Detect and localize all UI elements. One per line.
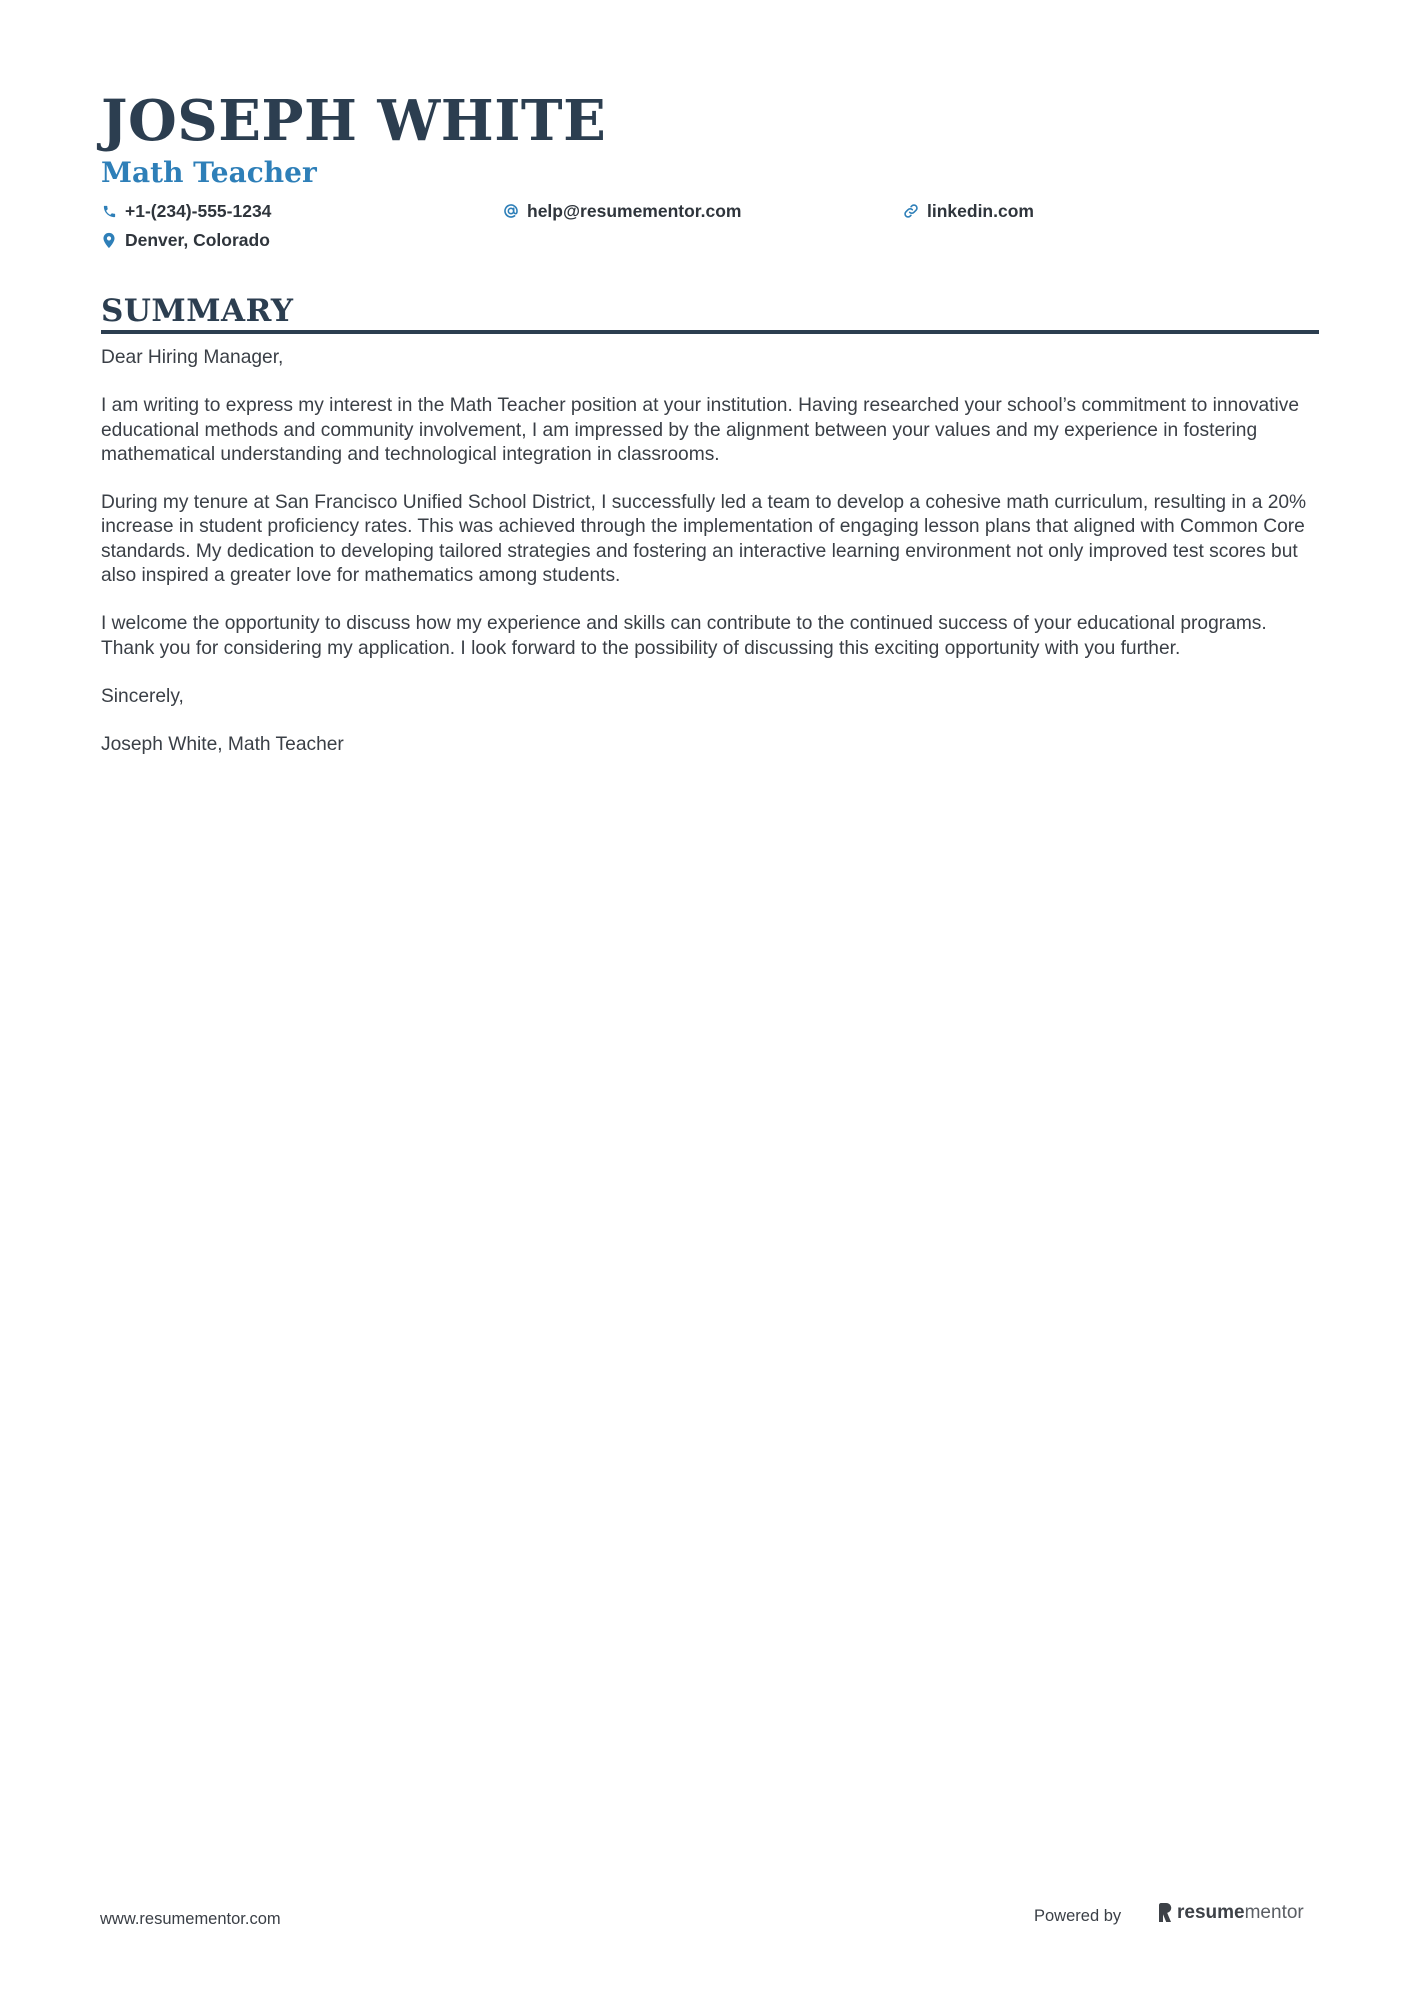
contact-phone-text: +1-(234)-555-1234 (125, 200, 272, 221)
section-divider (101, 330, 1319, 334)
letter-paragraph: I welcome the opportunity to discuss how my experience and skills can contribute to the continued success of your educational programs. Thank you for considering my application. I look forward to the possibility of discussing this exciting opportunity with you further. (101, 613, 1267, 659)
letter-greeting: Dear Hiring Manager, (101, 347, 284, 368)
contact-phone[interactable] (101, 198, 271, 224)
letter-paragraph: I am writing to express my interest in the Math Teacher position at your institution. Having researched your school’s commitment to innovative educational methods and community involvement, I am impressed by the alignment between your values and my experience in fostering mathematical understanding and technological integration in classrooms. (101, 395, 1299, 465)
letter-signature: Joseph White, Math Teacher (101, 734, 344, 756)
contact-email-text: help@resumementor.com (527, 200, 742, 221)
brand-name-bold: resume (1177, 1902, 1245, 1923)
summary-heading: SUMMARY (101, 293, 294, 329)
contact-email[interactable] (503, 198, 742, 224)
candidate-name: JOSEPH WHITE (101, 88, 607, 154)
footer-website-link[interactable]: www.resumementor.com (100, 1910, 281, 1928)
contact-website-text: linkedin.com (927, 200, 1034, 221)
contact-list (101, 198, 1319, 258)
letter-body (101, 346, 1319, 782)
map-pin-icon (101, 232, 117, 248)
contact-location (101, 227, 270, 253)
brand-logo[interactable] (1157, 1902, 1304, 1924)
contact-location-text: Denver, Colorado (125, 229, 270, 250)
header (101, 88, 1319, 258)
brand-name-regular: mentor (1244, 1902, 1304, 1923)
candidate-role: Math Teacher (101, 156, 317, 189)
link-icon (903, 203, 919, 219)
letter-closing: Sincerely, (101, 685, 184, 707)
powered-by-label: Powered by (1034, 1907, 1122, 1925)
letter-paragraph: During my tenure at San Francisco Unified School District, I successfully led a team to develop a cohesive math curriculum, resulting in a 20% increase in student proficiency rates. This was achieved through the implementation of engaging lesson plans that aligned with Common Core standards. My dedication to developing tailored strategies and fostering an interactive learning environment not only improved test scores but also inspired a greater love for mathematics among students. (101, 492, 1307, 587)
at-sign-icon (503, 203, 519, 219)
phone-icon (101, 203, 117, 219)
resumementor-logo-icon (1157, 1902, 1173, 1924)
contact-website[interactable] (903, 198, 1034, 224)
